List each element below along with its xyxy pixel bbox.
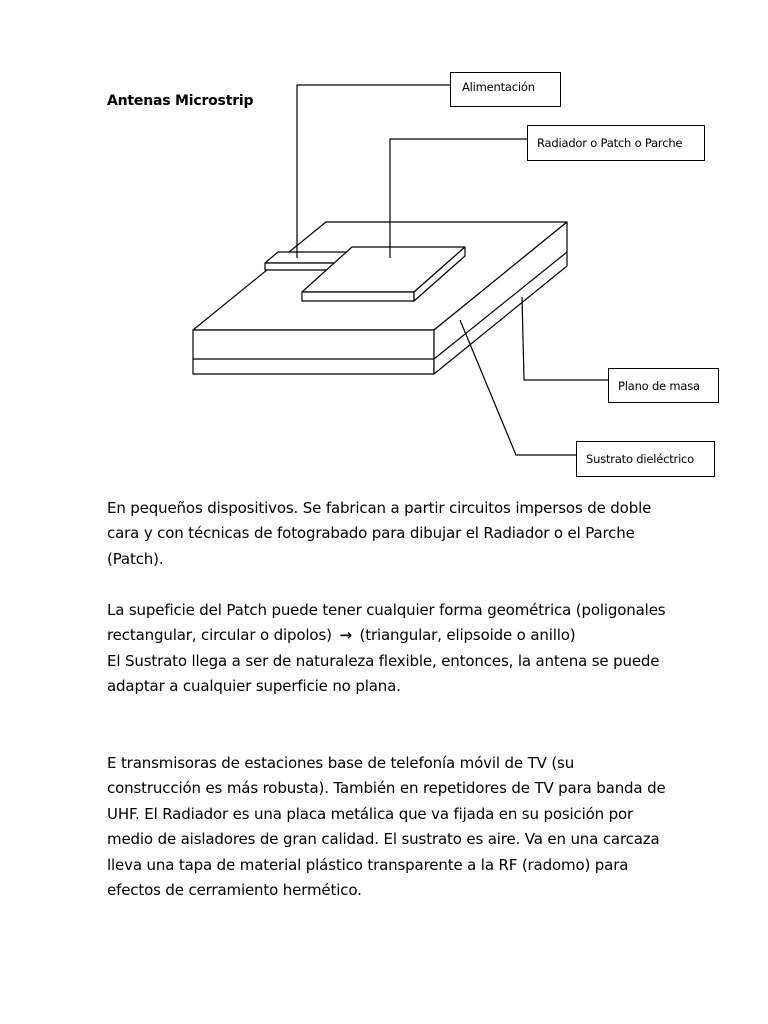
label-substrate-text: Sustrato dieléctrico — [586, 452, 695, 466]
label-feed-text: Alimentación — [462, 80, 535, 94]
arrow-right-icon: → — [339, 626, 352, 645]
page-title: Antenas Microstrip — [107, 93, 254, 109]
substrate-leader-line — [460, 320, 576, 455]
paragraph-3-text: E transmisoras de estaciones base de telefonía móvil de TV (su construcción es más robusta). También en repetidores de TV para banda de UHF. El Radiador es una placa metálica que va fijada en su posición por medio de aisladores de gran calidad. El sustrato es aire. Va en una carcaza lleva una tapa de material plástico transparente a la RF (radomo) para efectos de cerramiento hermético. — [107, 754, 666, 900]
label-feed — [450, 72, 561, 107]
microstrip-antenna-diagram — [0, 0, 768, 500]
paragraph-2-line-2: El Sustrato llega a ser de naturaleza flexible, entonces, la antena se puede adaptar a cualquier superficie no plana. — [107, 651, 660, 696]
substrate-front-face — [193, 330, 434, 374]
label-ground-plane — [608, 368, 719, 403]
label-radiator — [527, 125, 705, 161]
paragraph-3 — [107, 751, 667, 903]
paragraph-1 — [107, 496, 667, 572]
ground-plane-leader-line — [522, 297, 608, 380]
paragraph-2-line-1-tail: (triangular, elipsoide o anillo) — [359, 626, 576, 645]
patch-front-face — [302, 292, 414, 301]
label-substrate — [576, 441, 715, 477]
label-ground-plane-text: Plano de masa — [618, 378, 700, 393]
paragraph-1-text: En pequeños dispositivos. Se fabrican a partir circuitos impersos de doble cara y con técnicas de fotograbado para dibujar el Radiador o el Parche (Patch). — [107, 499, 652, 568]
paragraph-2-line-1 — [107, 598, 667, 649]
label-radiator-text: Radiador o Patch o Parche — [537, 136, 683, 150]
paragraph-2-line-1-text: La supeficie del Patch puede tener cualquier forma geométrica (poligonales rectangular, circular o dipolos) — [107, 601, 666, 645]
paragraph-2 — [107, 598, 667, 700]
